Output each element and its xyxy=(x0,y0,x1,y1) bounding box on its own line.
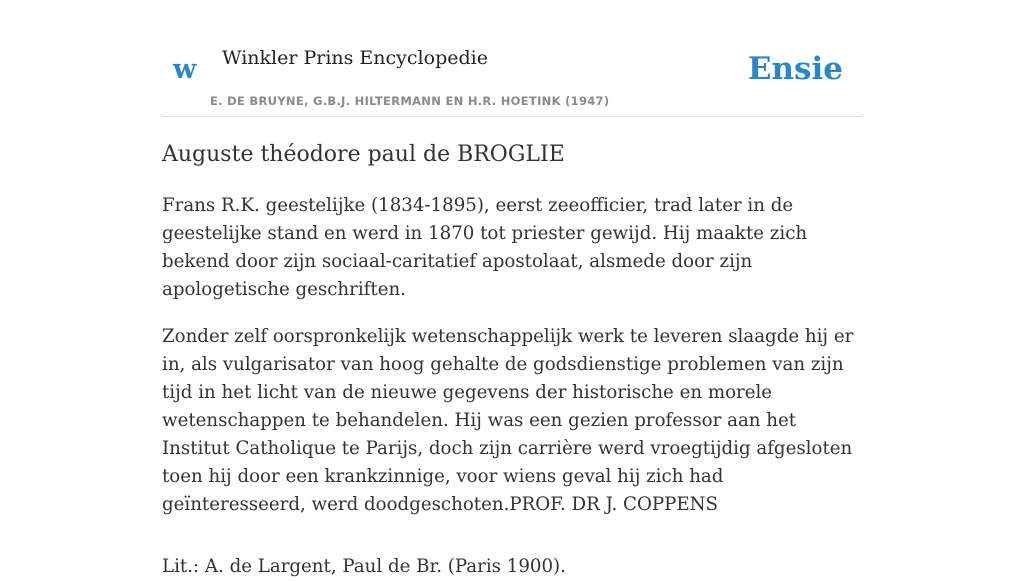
winkler-prins-logo[interactable]: w xyxy=(173,54,197,85)
site-header xyxy=(162,0,862,117)
literature-reference: Lit.: A. de Largent, Paul de Br. (Paris 1900). xyxy=(162,556,566,577)
article-title: Auguste théodore paul de BROGLIE xyxy=(162,142,565,167)
site-authors: E. DE BRUYNE, G.B.J. HILTERMANN EN H.R. HOETINK (1947) xyxy=(210,94,610,108)
article xyxy=(162,138,862,581)
article-paragraph-1: Frans R.K. geestelijke (1834-1895), eerst zeeofficier, trad later in de geestelijke stand en werd in 1870 tot priester gewijd. Hij maakte zich bekend door zijn sociaal-caritatief apostolaat, alsmede door zijn apologetische geschriften. xyxy=(162,195,808,300)
article-paragraph-2: Zonder zelf oorspronkelijk wetenschappelijk werk te leveren slaagde hij er in, als vulgarisator van hoog gehalte de godsdienstige problemen van zijn tijd in het licht van de nieuwe gegevens der historische en morele wetenschappen te behandelen. Hij was een gezien professor aan het Institut Catholique te Parijs, doch zijn carrière werd vroegtijdig afgesloten toen hij door een krankzinnige, voor wiens geval hij zich had geïnteresseerd, werd doodgeschoten.PROF. DR J. COPPENS xyxy=(162,326,854,515)
ensie-logo[interactable]: Ensie xyxy=(747,51,843,87)
site-title[interactable]: Winkler Prins Encyclopedie xyxy=(222,47,488,69)
